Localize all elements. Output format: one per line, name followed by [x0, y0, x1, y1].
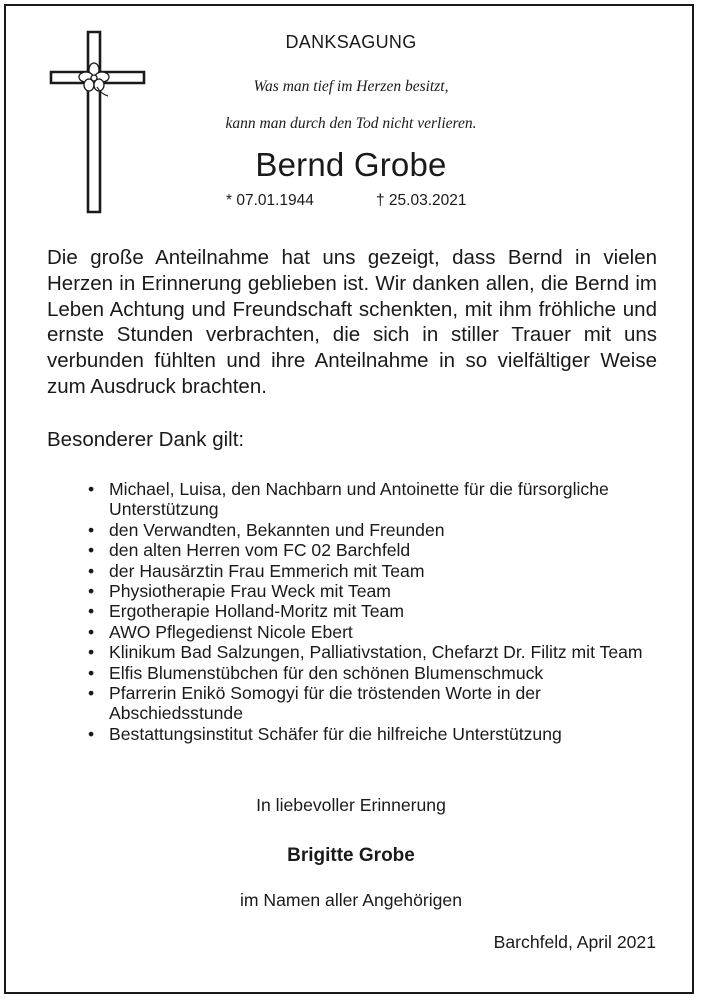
notice-heading: DANKSAGUNG — [285, 32, 417, 52]
list-item: • Klinikum Bad Salzungen, Palliativstation, Chefarzt Dr. Filitz mit Team — [88, 642, 668, 662]
place-and-date: Barchfeld, April 2021 — [493, 932, 656, 952]
on-behalf-line: im Namen aller Angehörigen — [239, 890, 462, 910]
list-item: • der Hausärztin Frau Emmerich mit Team — [88, 561, 668, 581]
birth-date: * 07.01.1944 — [226, 192, 314, 209]
list-item: • Michael, Luisa, den Nachbarn und Antoinette für die fürsorgliche Unterstützung — [88, 479, 668, 520]
list-item: • Bestattungsinstitut Schäfer für die hilfreiche Unterstützung — [88, 724, 668, 744]
list-item: • den alten Herren vom FC 02 Barchfeld — [88, 540, 668, 560]
list-item: • Ergotherapie Holland-Moritz mit Team — [88, 601, 668, 621]
list-item: • den Verwandten, Bekannten und Freunden — [88, 520, 668, 540]
list-item: • Pfarrerin Enikö Somogyi für die tröstenden Worte in der Abschiedsstunde — [88, 683, 668, 724]
deceased-name: Bernd Grobe — [255, 146, 447, 183]
special-thanks-heading: Besonderer Dank gilt: — [47, 428, 245, 451]
quote-line-1: Was man tief im Herzen besitzt, — [253, 78, 449, 95]
list-item: • AWO Pflegedienst Nicole Ebert — [88, 622, 668, 642]
thank-you-paragraph: Die große Anteilnahme hat uns gezeigt, dass Bernd in vielen Herzen in Erinnerung geblieben ist. Wir danken allen, die Bernd im Leben Achtung und Freundschaft schenkten, mit ihm fröhliche und ernste Stunden verbrachten, die sich in stiller Trauer mit uns verbunden fühlten und ihre Anteilnahme in so vielfältiger Weise zum Ausdruck brachten. — [47, 246, 657, 398]
cross-with-flower-icon — [48, 30, 148, 214]
quote-line-2: kann man durch den Tod nicht verlieren. — [225, 115, 477, 132]
thanks-list — [88, 479, 668, 744]
closing-line: In liebevoller Erinnerung — [256, 795, 446, 815]
list-item: • Elfis Blumenstübchen für den schönen Blumenschmuck — [88, 663, 668, 683]
death-date: † 25.03.2021 — [376, 192, 467, 209]
list-item: • Physiotherapie Frau Weck mit Team — [88, 581, 668, 601]
signer-name: Brigitte Grobe — [287, 845, 415, 866]
